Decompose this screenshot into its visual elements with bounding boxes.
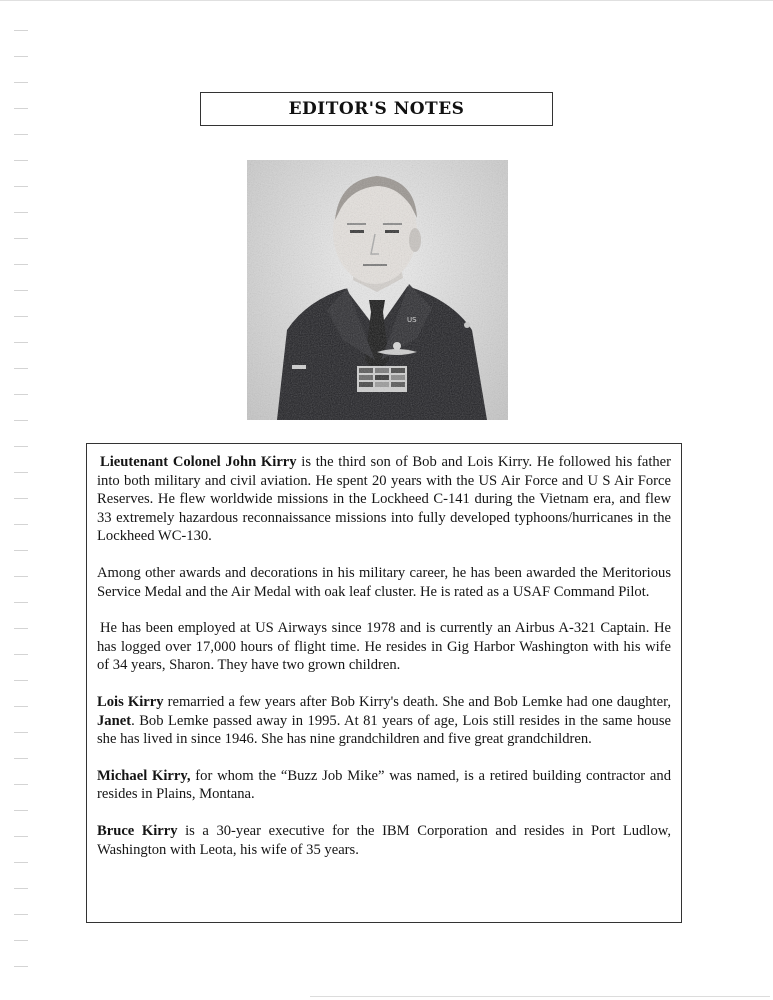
margin-tick — [14, 888, 28, 889]
margin-tick — [14, 30, 28, 31]
bio-name-bruce-kirry: Bruce Kirry — [97, 822, 178, 839]
margin-tick — [14, 550, 28, 551]
margin-tick — [14, 654, 28, 655]
margin-tick — [14, 680, 28, 681]
margin-tick — [14, 212, 28, 213]
margin-tick — [14, 524, 28, 525]
bio-paragraph-michael-kirry — [97, 767, 671, 804]
margin-tick — [14, 134, 28, 135]
margin-tick — [14, 914, 28, 915]
bio-name-janet: Janet — [97, 712, 132, 729]
margin-tick — [14, 628, 28, 629]
bio-text: He has been employed at US Airways since 1978 and is currently an Airbus A-321 Captain. He has logged over 17,000 hours of flight time. He resides in Gig Harbor Washington with his wife of 34 years, Sharon. They have two grown children. — [97, 620, 671, 674]
bio-text: Among other awards and decorations in his military career, he has been awarded the Meritorious Service Medal and the Air Medal with oak leaf cluster. He is rated as a USAF Command Pilot. — [97, 564, 671, 600]
margin-tick — [14, 576, 28, 577]
title-box — [200, 92, 553, 126]
bio-text: . Bob Lemke passed away in 1995. At 81 years of age, Lois still resides in the same house she has lived in since 1946. She has nine grandchildren and five great grandchildren. — [97, 712, 671, 748]
bio-text: is a 30-year executive for the IBM Corporation and resides in Port Ludlow, Washington with Leota, his wife of 35 years. — [97, 822, 671, 858]
margin-tick — [14, 966, 28, 967]
page-bottom-edge — [310, 996, 770, 997]
margin-tick — [14, 420, 28, 421]
margin-tick — [14, 186, 28, 187]
margin-tick — [14, 290, 28, 291]
binding-margin-marks — [14, 10, 30, 990]
bio-paragraph-awards — [97, 564, 671, 601]
bio-text: remarried a few years after Bob Kirry's death. She and Bob Lemke had one daughter, — [163, 693, 671, 710]
margin-tick — [14, 732, 28, 733]
margin-tick — [14, 836, 28, 837]
margin-tick — [14, 940, 28, 941]
margin-tick — [14, 264, 28, 265]
margin-tick — [14, 56, 28, 57]
bio-name-lois-kirry: Lois Kirry — [97, 693, 164, 710]
bio-text: is the third son of Bob and Lois Kirry. He followed his father into both military and civil aviation. He spent 20 years with the US Air Force and U S Air Force Reserves. He flew worldwide missions in the Lockheed C-141 during the Vietnam era, and flew 33 extremely hazardous reconnaissance missions into fully developed typhoons/hurricanes in the Lockheed WC-130. — [97, 454, 672, 545]
margin-tick — [14, 160, 28, 161]
biography-box — [86, 443, 682, 923]
margin-tick — [14, 862, 28, 863]
margin-tick — [14, 810, 28, 811]
bio-paragraph-airline-career — [97, 619, 671, 675]
portrait-illustration — [247, 160, 508, 420]
bio-name-john-kirry: Lieutenant Colonel John Kirry — [100, 454, 297, 470]
margin-tick — [14, 368, 28, 369]
margin-tick — [14, 108, 28, 109]
margin-tick — [14, 316, 28, 317]
bio-text: for whom the “Buzz Job Mike” was named, is a retired building contractor and resides in Plains, Montana. — [97, 767, 671, 803]
margin-tick — [14, 602, 28, 603]
margin-tick — [14, 498, 28, 499]
bio-name-michael-kirry: Michael Kirry, — [97, 767, 191, 784]
margin-tick — [14, 342, 28, 343]
bio-paragraph-john-kirry — [97, 453, 671, 546]
margin-tick — [14, 82, 28, 83]
page-top-edge — [0, 0, 773, 1]
margin-tick — [14, 394, 28, 395]
margin-tick — [14, 784, 28, 785]
margin-tick — [14, 446, 28, 447]
margin-tick — [14, 472, 28, 473]
portrait-photo — [247, 160, 508, 420]
page-title: EDITOR'S NOTES — [288, 99, 465, 119]
margin-tick — [14, 758, 28, 759]
margin-tick — [14, 706, 28, 707]
bio-paragraph-bruce-kirry — [97, 822, 671, 859]
margin-tick — [14, 238, 28, 239]
bio-paragraph-lois-kirry — [97, 693, 671, 749]
